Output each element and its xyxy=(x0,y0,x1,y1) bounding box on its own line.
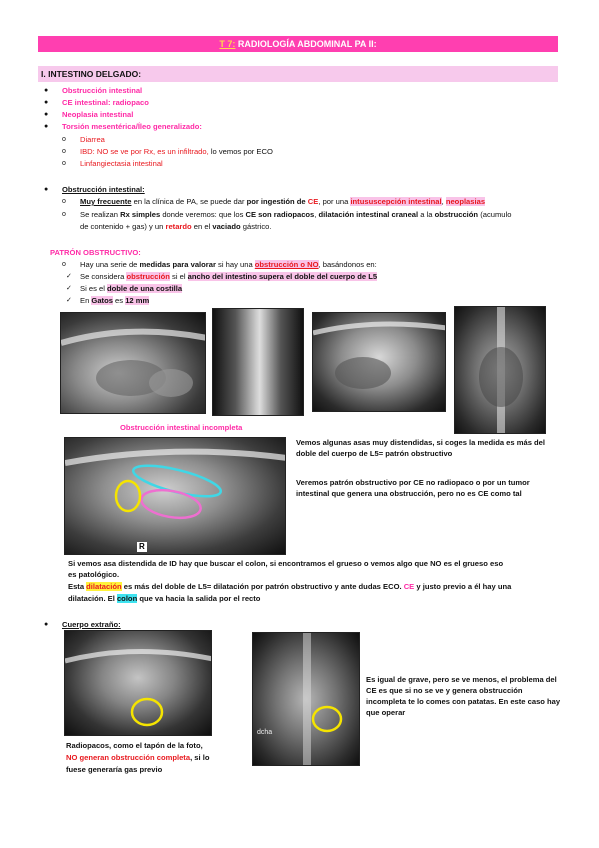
annotation-text: NO generan obstrucción completa, si lo xyxy=(66,753,210,762)
topic-title: RADIOLOGÍA ABDOMINAL PA II: xyxy=(235,39,377,49)
list-item: Obstrucción intestinal xyxy=(62,86,143,95)
bullet-icon: ● xyxy=(44,186,49,193)
circle-bullet-icon: o xyxy=(62,136,66,143)
subsection-heading: Obstrucción intestinal: xyxy=(62,185,145,194)
paragraph-line: es patológico. xyxy=(68,570,120,579)
bullet-icon: ● xyxy=(44,87,49,94)
bullet-icon: ● xyxy=(44,621,49,628)
yellow-circle-annotation xyxy=(116,481,140,511)
paragraph-line: Si es el doble de una costilla xyxy=(80,284,183,293)
bullet-icon: ● xyxy=(44,99,49,106)
annotation-text: Veremos patrón obstructivo por CE no radiopaco o por un tumor intestinal que genera una obstrucción, pero no es CE como tal xyxy=(296,478,530,498)
xray-image-lateral-2 xyxy=(312,312,446,412)
check-icon: ✓ xyxy=(66,285,72,292)
paragraph-line: de contenido + gas) y un retardo en el vaciado gástrico. xyxy=(80,222,272,231)
yellow-circle-annotation xyxy=(313,707,341,731)
cyan-circle-annotation xyxy=(131,459,224,502)
paragraph-line: Se considera obstrucción si el ancho del intestino supera el doble del cuerpo de L5 xyxy=(80,272,378,281)
circle-bullet-icon: o xyxy=(62,261,66,268)
check-icon: ✓ xyxy=(66,273,72,280)
paragraph-line: dilatación. El colon que va hacia la salida por el recto xyxy=(68,594,261,603)
xray-image-lateral xyxy=(60,312,206,414)
list-item: Linfangiectasia intestinal xyxy=(80,159,163,168)
paragraph-line: Hay una serie de medidas para valorar si hay una obstrucción o NO, basándonos en: xyxy=(80,260,377,269)
xray-image-vd xyxy=(212,308,304,416)
subsection-heading: Cuerpo extraño: xyxy=(62,620,121,629)
xray-structures xyxy=(455,307,546,434)
bullet-icon: ● xyxy=(44,123,49,130)
page-title xyxy=(38,36,558,52)
paragraph-line: Muy frecuente en la clínica de PA, se puede dar por ingestión de CE, por una intususcepción intestinal, neoplasias xyxy=(80,197,486,206)
circle-bullet-icon: o xyxy=(62,160,66,167)
paragraph-line: En Gatos es 12 mm xyxy=(80,296,150,305)
paragraph-line: Esta dilatación es más del doble de L5= dilatación por patrón obstructivo y ante dudas ECO. CE y justo previo a él hay una xyxy=(68,582,512,591)
subsection-heading: PATRÓN OBSTRUCTIVO: xyxy=(50,248,141,257)
list-item: IBD: NO se ve por Rx, es un infiltrado, lo vemos por ECO xyxy=(80,147,273,156)
xray-annotations xyxy=(253,633,360,766)
check-icon: ✓ xyxy=(66,297,72,304)
pink-circle-annotation xyxy=(139,486,203,522)
xray-image-vd-2 xyxy=(454,306,546,434)
xray-image-foreign-body xyxy=(64,630,212,736)
circle-bullet-icon: o xyxy=(62,211,66,218)
xray-image-foreign-body-vd xyxy=(252,632,360,766)
bullet-icon: ● xyxy=(44,111,49,118)
annotation-text: Vemos algunas asas muy distendidas, si coges la medida es más del doble del cuerpo de L5= patrón obstructivo xyxy=(296,438,546,458)
annotation-text: fuese generaría gas previo xyxy=(66,765,163,774)
paragraph-line: Si vemos asa distendida de ID hay que buscar el colon, si encontramos el grueso o vemos algo que NO es el grueso eso xyxy=(68,559,504,568)
side-marker: dcha xyxy=(257,729,273,736)
side-marker: R xyxy=(139,542,145,551)
image-caption: Obstrucción intestinal incompleta xyxy=(120,423,243,432)
list-item: Diarrea xyxy=(80,135,105,144)
xray-structures xyxy=(61,313,206,414)
list-item: Torsión mesentérica/Íleo generalizado: xyxy=(62,122,202,131)
list-item: Neoplasia intestinal xyxy=(62,110,134,119)
circle-bullet-icon: o xyxy=(62,148,66,155)
yellow-circle-annotation xyxy=(132,699,162,725)
annotation-text: Radiopacos, como el tapón de la foto, xyxy=(66,741,203,750)
circle-bullet-icon: o xyxy=(62,198,66,205)
list-item: CE intestinal: radiopaco xyxy=(62,98,149,107)
xray-annotations xyxy=(65,438,286,555)
annotation-text: Es igual de grave, pero se ve menos, el problema del CE es que si no se ve y genera obstrucción incompleta te lo comes con patatas. En este caso hay que operar xyxy=(366,675,561,717)
section-heading: I. INTESTINO DELGADO: xyxy=(38,66,558,82)
xray-annotations xyxy=(65,631,212,736)
xray-structures xyxy=(313,313,446,412)
paragraph-line: Se realizan Rx simples donde veremos: que los CE son radiopacos, dilatación intestinal craneal a la obstrucción (acumulo xyxy=(80,210,512,219)
topic-number: T 7: xyxy=(219,39,236,49)
xray-image-annotated xyxy=(64,437,286,555)
